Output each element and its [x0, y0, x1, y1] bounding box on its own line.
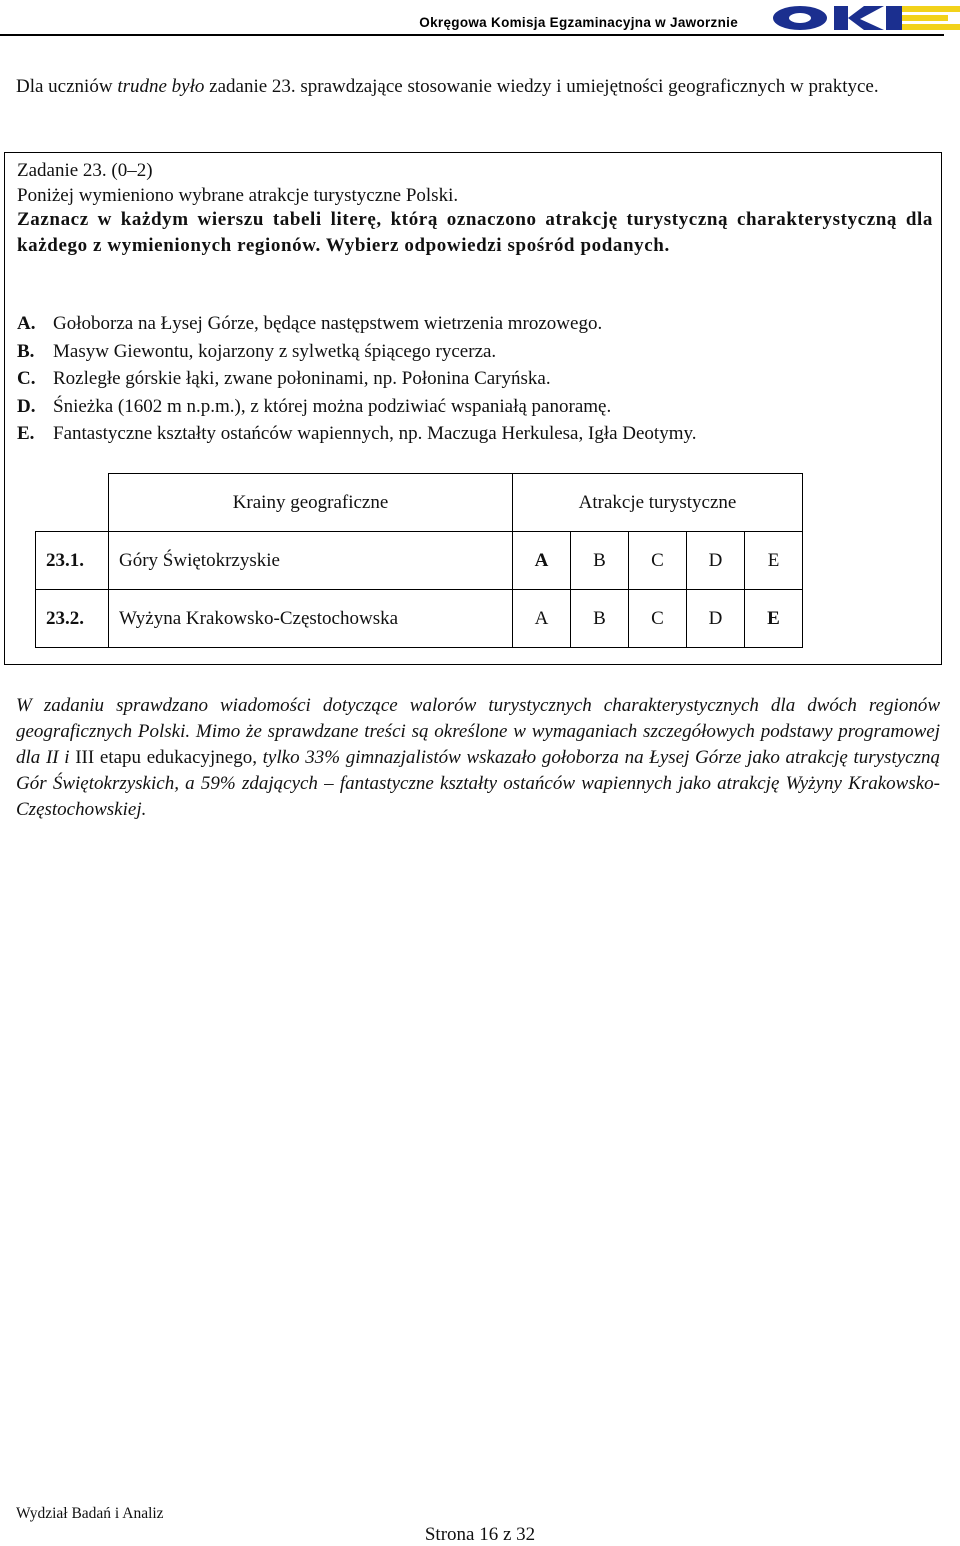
- task-instruction: Zaznacz w każdym wierszu tabeli literę, którą oznaczono atrakcję turystyczną charakterystyczną dla każdego z wymienionych regionów. Wybierz odpowiedzi spośród podanych.: [17, 209, 933, 256]
- option-letter: E.: [17, 423, 35, 444]
- answer-letter[interactable]: A: [513, 590, 571, 648]
- answer-letter[interactable]: E: [745, 532, 803, 590]
- option-text: Fantastyczne kształty ostańców wapiennych, np. Maczuga Herkulesa, Igła Deotymy.: [53, 423, 697, 444]
- option-letter: C.: [17, 368, 36, 389]
- table-header-row: [36, 474, 803, 532]
- answer-letter[interactable]: B: [571, 532, 629, 590]
- option-e: [17, 420, 697, 448]
- option-text: Śnieżka (1602 m n.p.m.), z której można podziwiać wspaniałą panoramę.: [53, 395, 612, 417]
- answer-letter-correct[interactable]: E: [745, 590, 803, 648]
- answer-letter[interactable]: D: [687, 590, 745, 648]
- intro-text-start: Dla uczniów: [16, 76, 118, 97]
- option-letter: A.: [17, 313, 36, 334]
- intro-text-end: zadanie 23. sprawdzające stosowanie wiedzy i umiejętności geograficznych w praktyce.: [204, 76, 879, 97]
- header-rule: [0, 34, 944, 36]
- region-name: Góry Świętokrzyskie: [109, 532, 513, 590]
- answer-letter[interactable]: C: [629, 590, 687, 648]
- commentary-upright: III etapu edukacyjnego,: [75, 747, 257, 768]
- answer-letter[interactable]: D: [687, 532, 745, 590]
- header-regions: Krainy geograficzne: [109, 474, 513, 532]
- empty-cell: [36, 474, 109, 532]
- option-b: [17, 338, 697, 366]
- task-box: [4, 152, 942, 665]
- intro-italic: trudne było: [117, 76, 205, 97]
- task-title: Zadanie 23. (0–2): [17, 160, 153, 181]
- table-row: [36, 590, 803, 648]
- commentary-paragraph: [16, 693, 940, 823]
- option-d: [17, 393, 697, 421]
- option-a: [17, 310, 697, 338]
- answer-letter[interactable]: C: [629, 532, 687, 590]
- answer-letter-correct[interactable]: A: [513, 532, 571, 590]
- organization-name: Okręgowa Komisja Egzaminacyjna w Jaworznie: [419, 15, 738, 30]
- commentary-text-start: W zadaniu sprawdzano wiadomości dotyczące walorów turystycznych charakterystycznych dla dwóch regionów geograficznych Polski. Mimo że sprawdzane treści są określone w wymaganiach szczegółowych podstawy programowej dla II i: [16, 695, 940, 768]
- intro-paragraph: [16, 73, 940, 100]
- answer-letter[interactable]: B: [571, 590, 629, 648]
- page-header: [0, 0, 960, 40]
- option-letter: B.: [17, 340, 35, 362]
- row-number: 23.1.: [36, 532, 109, 590]
- option-text: Masyw Giewontu, kojarzony z sylwetką śpiącego rycerza.: [53, 340, 497, 362]
- header-attractions: Atrakcje turystyczne: [513, 474, 803, 532]
- footer-department: Wydział Badań i Analiz: [16, 1505, 164, 1522]
- task-intro: Poniżej wymieniono wybrane atrakcje turystyczne Polski.: [17, 185, 459, 206]
- option-text: Gołoborza na Łysej Górze, będące następstwem wietrzenia mrozowego.: [53, 313, 603, 334]
- table-row: [36, 532, 803, 590]
- answer-table: [35, 473, 803, 648]
- option-letter: D.: [17, 395, 36, 417]
- option-c: [17, 365, 697, 393]
- region-name: Wyżyna Krakowsko-Częstochowska: [109, 590, 513, 648]
- commentary-text-end: tylko 33% gimnazjalistów wskazało gołoborza na Łysej Górze jako atrakcję turystyczną Gór Świętokrzyskich, a 59% zdających – fantastyczne kształty ostańców wapiennych jako atrakcję Wyżyny Krakowsko-Częstochowskiej.: [16, 747, 940, 820]
- options-list: [17, 310, 697, 448]
- oke-logo: [764, 2, 960, 34]
- option-text: Rozległe górskie łąki, zwane połoninami, np. Połonina Caryńska.: [53, 368, 551, 389]
- page-number: Strona 16 z 32: [424, 1524, 536, 1545]
- row-number: 23.2.: [36, 590, 109, 648]
